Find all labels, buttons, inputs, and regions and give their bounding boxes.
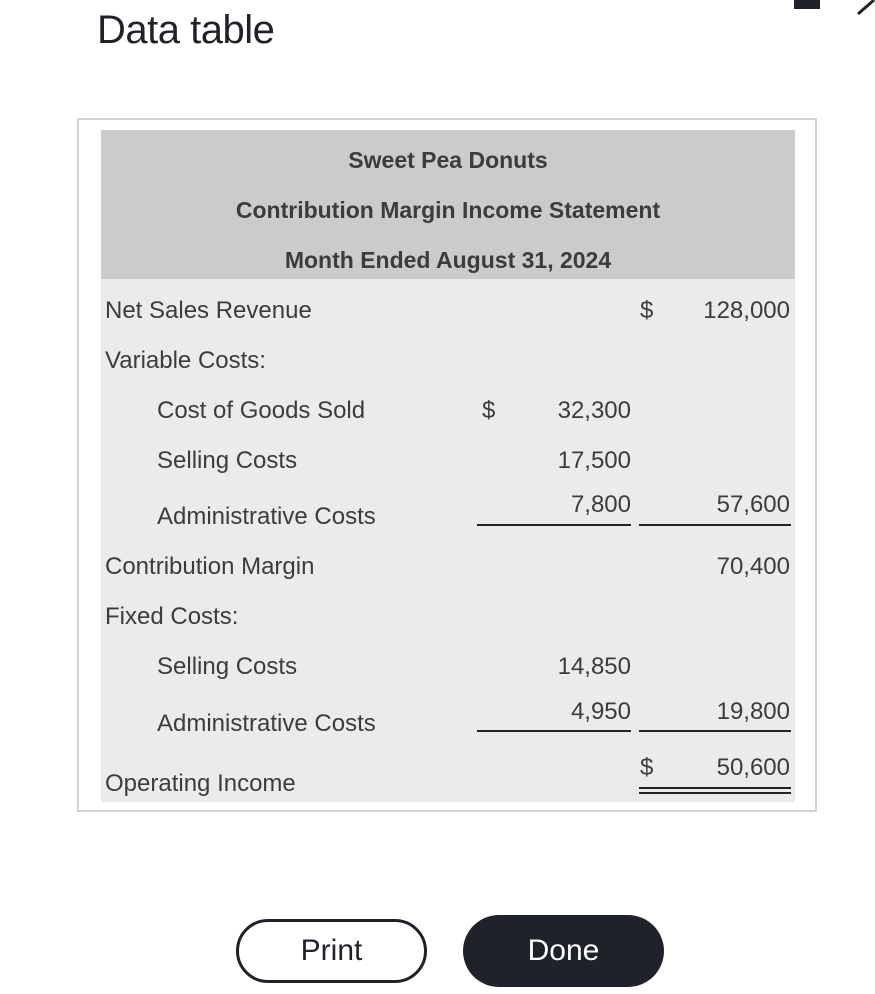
operating-income-total: 50,600 bbox=[716, 754, 790, 781]
variable-costs-total: 57,600 bbox=[716, 491, 790, 518]
subtotal-rule bbox=[477, 730, 631, 732]
cogs-dollar: $ bbox=[482, 397, 496, 424]
fixed-costs-total: 19,800 bbox=[716, 698, 790, 725]
net-sales-total: 128,000 bbox=[703, 297, 790, 324]
statement-period: Month Ended August 31, 2024 bbox=[284, 247, 612, 273]
operating-income-label: Operating Income bbox=[105, 770, 296, 797]
net-sales-label: Net Sales Revenue bbox=[105, 297, 312, 324]
fixed-costs-heading: Fixed Costs: bbox=[105, 603, 239, 630]
print-button[interactable]: Print bbox=[236, 919, 427, 983]
contribution-margin-total: 70,400 bbox=[716, 553, 790, 580]
cogs-amount: 32,300 bbox=[557, 397, 631, 424]
var-admin-amount: 7,800 bbox=[570, 491, 631, 518]
double-rule bbox=[639, 787, 791, 789]
statement-header bbox=[101, 130, 795, 279]
double-rule bbox=[639, 792, 791, 794]
variable-costs-heading: Variable Costs: bbox=[105, 347, 266, 374]
minimize-icon[interactable] bbox=[794, 0, 820, 9]
statement-name: Contribution Margin Income Statement bbox=[235, 197, 661, 223]
net-sales-dollar: $ bbox=[640, 297, 654, 324]
contribution-margin-label: Contribution Margin bbox=[105, 553, 315, 580]
cogs-label: Cost of Goods Sold bbox=[157, 397, 366, 424]
dialog-title: Data table bbox=[97, 8, 275, 52]
fix-selling-label: Selling Costs bbox=[157, 653, 298, 680]
income-statement bbox=[101, 130, 795, 802]
var-selling-amount: 17,500 bbox=[557, 447, 631, 474]
fix-admin-amount: 4,950 bbox=[570, 698, 631, 725]
operating-income-dollar: $ bbox=[640, 754, 654, 781]
var-selling-label: Selling Costs bbox=[157, 447, 298, 474]
fix-selling-amount: 14,850 bbox=[557, 653, 631, 680]
close-icon[interactable] bbox=[852, 0, 875, 16]
subtotal-rule bbox=[639, 730, 791, 732]
var-admin-label: Administrative Costs bbox=[157, 503, 376, 530]
fix-admin-label: Administrative Costs bbox=[157, 710, 376, 737]
subtotal-rule bbox=[639, 524, 791, 526]
subtotal-rule bbox=[477, 524, 631, 526]
done-button[interactable]: Done bbox=[463, 915, 664, 987]
company-name: Sweet Pea Donuts bbox=[348, 147, 548, 173]
